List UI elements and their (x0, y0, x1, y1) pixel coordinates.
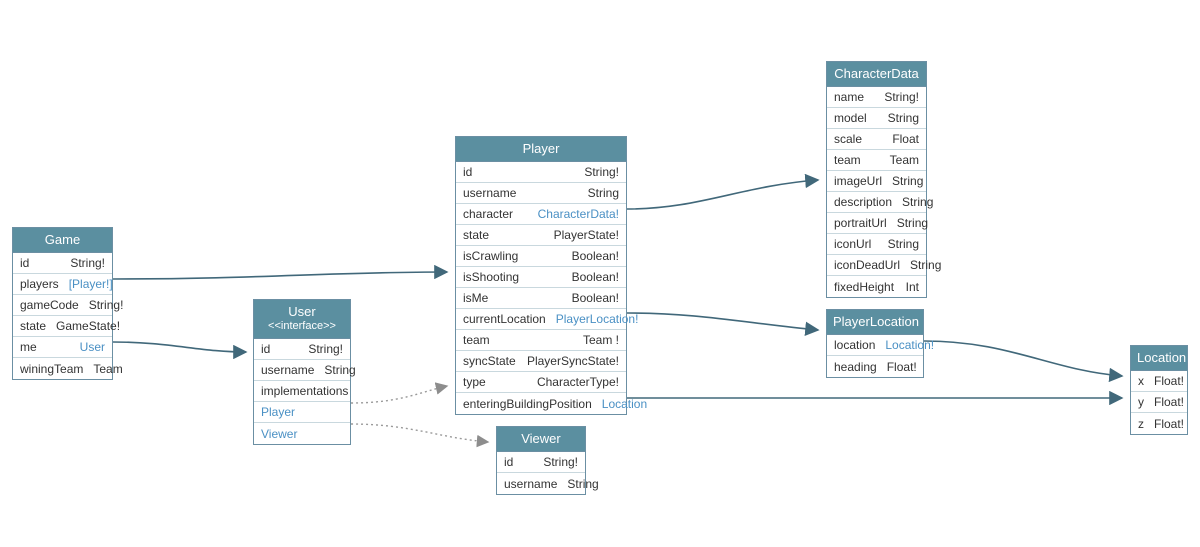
node-title-text: Location (1137, 350, 1187, 365)
field-name: iconUrl (834, 237, 872, 252)
implementation-link-viewer[interactable]: Viewer (261, 426, 298, 441)
field-type: String (587, 186, 619, 201)
edge-user-player-impl (351, 386, 447, 403)
field-name: z (1138, 416, 1144, 431)
node-title-text: Game (44, 232, 81, 247)
node-title-text: PlayerLocation (833, 314, 919, 329)
field-name: model (834, 111, 867, 126)
field-row (456, 309, 639, 330)
node-stereotype: <<interface>> (268, 320, 336, 333)
field-name: state (463, 228, 490, 243)
node-playerlocation[interactable] (826, 309, 935, 378)
field-row (1131, 392, 1187, 413)
field-row (254, 360, 356, 381)
field-row (13, 358, 123, 379)
implementation-row[interactable] (254, 402, 350, 423)
field-row (827, 213, 929, 234)
field-row (254, 381, 350, 402)
field-row (456, 246, 626, 267)
field-name: username (261, 363, 315, 377)
field-row (13, 295, 124, 316)
field-row (456, 267, 626, 288)
field-row (827, 356, 923, 377)
field-name: heading (834, 359, 877, 374)
field-name: currentLocation (463, 312, 546, 327)
field-name: state (20, 319, 47, 334)
field-row (456, 204, 626, 225)
node-title-viewer (497, 427, 585, 452)
field-name: imageUrl (834, 174, 883, 189)
field-name: id (20, 256, 30, 271)
field-row (827, 87, 926, 108)
field-type: String (887, 111, 919, 126)
field-name: portraitUrl (834, 216, 887, 231)
field-type: CharacterType! (536, 375, 619, 390)
field-name: name (834, 90, 865, 105)
field-row (254, 339, 350, 360)
field-type[interactable]: PlayerLocation! (555, 312, 639, 327)
field-row (827, 129, 926, 150)
field-type: Boolean! (571, 291, 619, 306)
field-row (13, 253, 112, 274)
node-viewer[interactable] (496, 426, 599, 495)
field-type: String (910, 258, 942, 273)
field-row (13, 274, 112, 295)
edge-user-viewer-impl (351, 424, 488, 442)
field-type[interactable]: [Player!] (68, 277, 113, 292)
field-type: String (887, 237, 919, 252)
field-name: id (504, 455, 514, 470)
field-row (456, 183, 626, 204)
field-row (827, 171, 926, 192)
edge-game-players-to-player (113, 272, 447, 279)
field-type: Int (905, 279, 919, 294)
field-type: String (567, 476, 599, 491)
field-name: isShooting (463, 270, 520, 285)
field-name: players (20, 277, 59, 292)
node-title-text: Viewer (521, 431, 561, 446)
field-name: type (463, 375, 486, 390)
field-row (827, 255, 942, 276)
field-row (456, 372, 626, 393)
field-name: fixedHeight (834, 279, 895, 294)
field-row (827, 150, 926, 171)
field-type: PlayerState! (553, 228, 619, 243)
field-name: description (834, 195, 893, 210)
field-type: Float! (886, 359, 917, 374)
field-type: String! (308, 342, 343, 356)
field-type[interactable]: CharacterData! (537, 207, 619, 222)
field-row (497, 473, 599, 494)
implementation-link-player[interactable]: Player (261, 405, 296, 419)
field-type: String! (88, 298, 124, 313)
field-row (497, 452, 585, 473)
node-location[interactable] (1130, 345, 1188, 435)
field-type: Float (892, 132, 919, 147)
field-name: id (463, 165, 473, 180)
node-title-playerlocation (827, 310, 923, 335)
field-name: character (463, 207, 514, 222)
field-name: id (261, 342, 271, 356)
edge-playerlocation-location-to-location (924, 341, 1122, 376)
field-name: username (463, 186, 517, 201)
field-row (13, 316, 121, 337)
node-user[interactable] (253, 299, 356, 445)
edge-player-currentlocation-to-playerlocation (627, 313, 818, 330)
field-type[interactable]: User (79, 340, 105, 355)
field-name: team (463, 333, 490, 348)
field-type: String (902, 195, 934, 210)
field-type: Float! (1154, 416, 1185, 431)
field-name: username (504, 476, 558, 491)
field-type: String (324, 363, 356, 377)
field-type: String (892, 174, 924, 189)
field-type: GameState! (56, 319, 121, 334)
field-name: isCrawling (463, 249, 519, 264)
field-type: Team ! (582, 333, 619, 348)
field-name: x (1138, 374, 1144, 389)
field-type[interactable]: Location (601, 396, 648, 411)
field-name: iconDeadUrl (834, 258, 901, 273)
field-name: winingTeam (20, 361, 84, 376)
field-name: enteringBuildingPosition (463, 396, 592, 411)
field-row (456, 351, 626, 372)
node-title-text: User (288, 304, 316, 319)
field-type: Team (889, 153, 919, 168)
field-row (13, 337, 112, 358)
field-type: PlayerSyncState! (526, 354, 619, 369)
field-name: me (20, 340, 37, 355)
field-type: Float! (1154, 374, 1185, 389)
field-type[interactable]: Location! (885, 338, 935, 353)
field-row (456, 225, 626, 246)
node-characterdata[interactable] (826, 61, 942, 298)
field-name: syncState (463, 354, 516, 369)
field-type: String! (584, 165, 619, 180)
field-row (456, 393, 648, 414)
node-game[interactable] (12, 227, 124, 380)
field-row (456, 288, 626, 309)
node-title-location (1131, 346, 1187, 371)
field-type: String! (884, 90, 919, 105)
field-name: gameCode (20, 298, 79, 313)
field-name: y (1138, 395, 1144, 410)
section-label: implementations (261, 384, 349, 398)
node-title-game (13, 228, 112, 253)
field-row (827, 234, 926, 255)
field-row (456, 330, 626, 351)
field-type: String! (543, 455, 578, 470)
edge-game-me-to-user (113, 342, 246, 352)
field-row (827, 192, 934, 213)
field-row (827, 108, 926, 129)
field-type: String (896, 216, 929, 231)
field-type: Team (93, 361, 123, 376)
field-name: scale (834, 132, 863, 147)
field-row (1131, 413, 1187, 434)
edge-player-character-to-characterdata (627, 180, 818, 209)
field-name: team (834, 153, 861, 168)
field-row (1131, 371, 1187, 392)
node-title-text: CharacterData (834, 66, 919, 81)
field-row (827, 276, 926, 297)
field-type: Boolean! (571, 249, 619, 264)
field-type: Boolean! (571, 270, 619, 285)
field-type: Float! (1154, 395, 1185, 410)
node-title-user (254, 300, 350, 339)
node-title-text: Player (522, 141, 560, 156)
field-name: location (834, 338, 876, 353)
implementation-row[interactable] (254, 423, 350, 444)
node-title-characterdata (827, 62, 926, 87)
field-type: String! (70, 256, 105, 271)
node-player[interactable] (455, 136, 648, 415)
field-name: isMe (463, 291, 489, 306)
field-row (827, 335, 935, 356)
field-row (456, 162, 626, 183)
node-title-player (456, 137, 626, 162)
